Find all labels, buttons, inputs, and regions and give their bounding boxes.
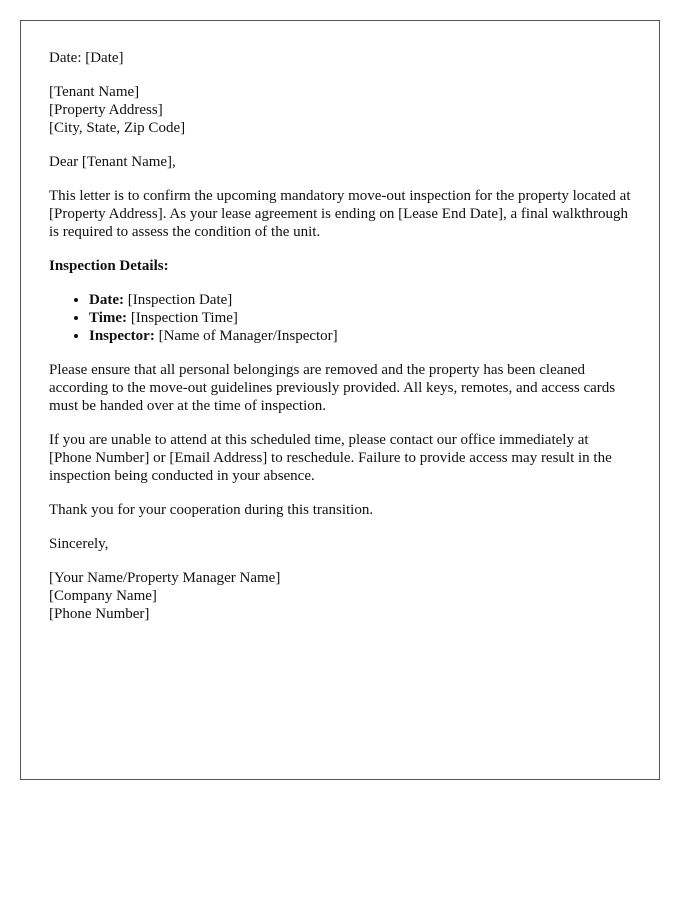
detail-value: [Name of Manager/Inspector] <box>154 328 338 344</box>
signature-name: [Your Name/Property Manager Name] <box>49 570 281 586</box>
signature-company: [Company Name] <box>49 588 157 604</box>
signature-block <box>49 569 631 623</box>
detail-item-inspector <box>89 327 631 345</box>
recipient-block <box>49 83 631 137</box>
inspection-details-heading: Inspection Details: <box>49 258 169 274</box>
salutation: Dear [Tenant Name], <box>49 154 176 170</box>
detail-key: Date: <box>89 292 124 308</box>
detail-item-date <box>89 291 631 309</box>
intro-paragraph: This letter is to confirm the upcoming mandatory move-out inspection for the property located at [Property Address]. As your lease agreement is ending on [Lease End Date], a final walkthrough is required to assess the condition of the unit. <box>49 188 631 240</box>
closing-line: Sincerely, <box>49 536 109 552</box>
letter-page <box>20 20 660 780</box>
signature-phone: [Phone Number] <box>49 606 150 622</box>
recipient-address: [Property Address] <box>49 102 163 118</box>
date-line: Date: [Date] <box>49 50 124 66</box>
recipient-city-line: [City, State, Zip Code] <box>49 120 186 136</box>
detail-value: [Inspection Time] <box>127 310 238 326</box>
contact-paragraph: If you are unable to attend at this scheduled time, please contact our office immediately at [Phone Number] or [Email Address] to reschedule. Failure to provide access may result in the inspection being conducted in your absence. <box>49 432 612 484</box>
detail-key: Inspector: <box>89 328 155 344</box>
thanks-line: Thank you for your cooperation during this transition. <box>49 502 374 518</box>
recipient-name: [Tenant Name] <box>49 84 140 100</box>
detail-key: Time: <box>89 310 128 326</box>
preparation-paragraph: Please ensure that all personal belongings are removed and the property has been cleaned according to the move-out guidelines previously provided. All keys, remotes, and access cards must be handed over at the time of inspection. <box>49 362 616 414</box>
detail-value: [Inspection Date] <box>123 292 233 308</box>
detail-item-time <box>89 309 631 327</box>
inspection-details-list <box>49 291 631 345</box>
